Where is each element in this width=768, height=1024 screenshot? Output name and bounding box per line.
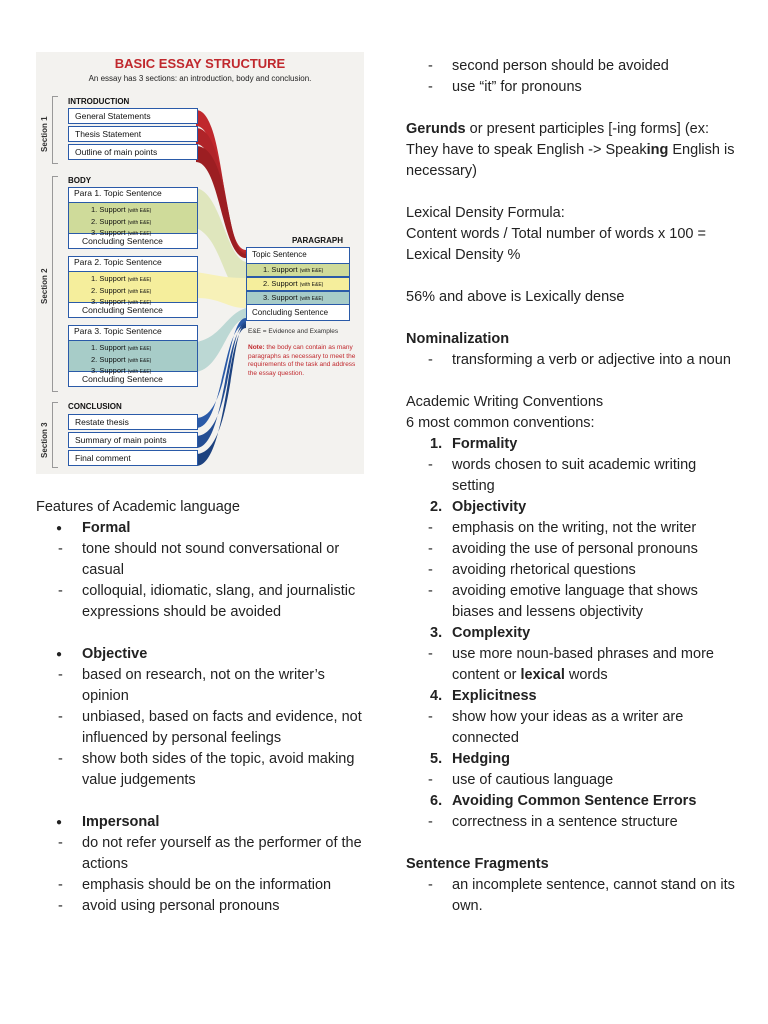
c3-pre: use more noun-based phrases and more content or (452, 646, 714, 683)
essay-structure-figure (36, 52, 364, 474)
left-column (36, 497, 366, 917)
convention-3: 3. Complexity (430, 625, 531, 641)
paragraph-support-1-label: 1. Support (263, 265, 298, 274)
support-2: 2. Support (91, 285, 126, 295)
convention-3-item-1 (406, 644, 736, 686)
paragraph-support-2-label: 2. Support (263, 279, 298, 288)
convention-1-item-1: - words chosen to suit academic writing setting (406, 455, 736, 497)
impersonal-item-1: - do not refer yourself as the performer of the actions (36, 833, 366, 875)
gerunds-paragraph (406, 119, 736, 182)
conclusion-heading: CONCLUSION (68, 402, 122, 411)
paragraph-concluding: Concluding Sentence (252, 308, 329, 317)
note-text: the body can contain as many paragraphs as necessary to meet the requirements of the task and address the essay question. (248, 344, 356, 377)
intro-thesis-statement: Thesis Statement (68, 126, 198, 142)
conventions-subtitle: 6 most common conventions: (406, 415, 595, 431)
support-3-ee: (with E&E) (127, 231, 152, 237)
gerunds-ing: ing (646, 142, 669, 158)
ee-legend: E&E = Evidence and Examples (248, 328, 339, 335)
gerunds-text: or present participles [-ing forms] (ex: They have to speak English -> Speak (406, 121, 709, 158)
section-2-bracket (52, 176, 58, 392)
conventions-title: Academic Writing Conventions (406, 394, 604, 410)
support-1-ee: (with E&E) (127, 208, 152, 214)
gerunds-end: English is necessary) (406, 142, 735, 179)
introduction-heading: INTRODUCTION (68, 97, 130, 106)
support-3: 3. Support (91, 297, 126, 306)
impersonal-item-3: - avoid using personal pronouns (36, 896, 366, 917)
convention-4: 4. Explicitness (430, 688, 537, 704)
top-item-1: - second person should be avoided (406, 56, 736, 77)
figure-note (248, 344, 360, 378)
c3-bold: lexical (520, 667, 565, 683)
gerunds-term: Gerunds (406, 121, 466, 137)
convention-6-item-1: - correctness in a sentence structure (406, 812, 736, 833)
support-3-ee: (with E&E) (127, 300, 152, 306)
note-label: Note: (248, 344, 265, 351)
support-3: 3. Support (91, 228, 126, 237)
convention-1: 1. Formality (430, 436, 518, 452)
convention-5-item-1: - use of cautious language (406, 770, 736, 791)
support-1-ee: (with E&E) (127, 346, 152, 352)
para-2-topic: Para 2. Topic Sentence (74, 257, 162, 267)
fragments-heading: Sentence Fragments (406, 856, 549, 872)
para-3-concluding: Concluding Sentence (82, 374, 163, 384)
lexical-title: Lexical Density Formula: (406, 205, 565, 221)
paragraph-support-2 (246, 277, 350, 291)
convention-5: 5. Hedging (430, 751, 510, 767)
paragraph-support-3 (246, 291, 350, 305)
fragments-item: - an incomplete sentence, cannot stand on its own. (406, 875, 736, 917)
convention-2-item-1: - emphasis on the writing, not the writer (406, 518, 736, 539)
nominalization-item: - transforming a verb or adjective into a noun (406, 350, 736, 371)
support-2-ee: (with E&E) (127, 357, 152, 364)
conclusion-summary: Summary of main points (68, 432, 198, 448)
body-heading: BODY (68, 176, 92, 185)
c3-post: words (564, 667, 608, 683)
objective-item-3: - show both sides of the topic, avoid making value judgements (36, 749, 366, 791)
lexical-dense: 56% and above is Lexically dense (406, 289, 625, 305)
intro-general-statements: General Statements (68, 108, 198, 124)
support-1: 1. Support (91, 343, 126, 352)
support-2: 2. Support (91, 354, 126, 364)
para-3-supports (68, 340, 198, 375)
convention-4-label: Explicitness (452, 688, 537, 704)
nominalization-heading: Nominalization (406, 331, 510, 347)
convention-5-label: Hedging (452, 751, 510, 767)
para-2-concluding: Concluding Sentence (82, 305, 163, 315)
top-item-2: - use “it” for pronouns (406, 77, 736, 98)
support-2: 2. Support (91, 216, 126, 226)
bullet-formal: ● Formal (36, 518, 366, 539)
paragraph-support-1 (246, 263, 350, 277)
paragraph-support-2-ee: (with E&E) (299, 282, 324, 288)
figure-subtitle: An essay has 3 sections: an introduction, body and conclusion. (88, 74, 312, 83)
convention-6: 6. Avoiding Common Sentence Errors (430, 793, 697, 809)
convention-3-label: Complexity (452, 625, 531, 641)
support-2-ee: (with E&E) (127, 219, 152, 226)
section-1-label: Section 1 (40, 116, 49, 152)
convention-1-label: Formality (452, 436, 518, 452)
bullet-impersonal: ● Impersonal (36, 812, 366, 833)
formal-item-1: - tone should not sound conversational or casual (36, 539, 366, 581)
convention-4-item-1: - show how your ideas as a writer are connected (406, 707, 736, 749)
bullet-objective: ● Objective (36, 644, 366, 665)
support-1: 1. Support (91, 205, 126, 214)
formal-item-2: - colloquial, idiomatic, slang, and journalistic expressions should be avoided (36, 581, 366, 623)
paragraph-support-1-ee: (with E&E) (299, 268, 324, 274)
features-heading: Features of Academic language (36, 499, 240, 515)
support-2-ee: (with E&E) (127, 288, 152, 295)
intro-outline: Outline of main points (68, 144, 198, 160)
section-2-label: Section 2 (40, 268, 49, 304)
section-3-bracket (52, 402, 58, 468)
convention-6-label: Avoiding Common Sentence Errors (452, 793, 697, 809)
section-1-bracket (52, 96, 58, 164)
paragraph-topic-sentence: Topic Sentence (252, 250, 307, 259)
para-1-concluding: Concluding Sentence (82, 236, 163, 246)
paragraph-support-3-label: 3. Support (263, 293, 298, 302)
para-3-topic: Para 3. Topic Sentence (74, 326, 162, 336)
para-1-supports (68, 202, 198, 237)
right-column (406, 56, 736, 917)
para-2-supports (68, 271, 198, 306)
convention-2-label: Objectivity (452, 499, 527, 515)
convention-2: 2. Objectivity (430, 499, 527, 515)
conclusion-final-comment: Final comment (68, 450, 198, 466)
paragraph-heading: PARAGRAPH (292, 236, 343, 245)
support-3-ee: (with E&E) (127, 369, 152, 375)
support-1: 1. Support (91, 274, 126, 283)
objective-item-1: - based on research, not on the writer’s opinion (36, 665, 366, 707)
impersonal-item-2: - emphasis should be on the information (36, 875, 366, 896)
conclusion-restate-thesis: Restate thesis (68, 414, 198, 430)
convention-2-item-4: - avoiding emotive language that shows biases and lessens objectivity (406, 581, 736, 623)
paragraph-support-3-ee: (with E&E) (299, 296, 324, 302)
convention-2-item-3: - avoiding rhetorical questions (406, 560, 736, 581)
convention-2-item-2: - avoiding the use of personal pronouns (406, 539, 736, 560)
lexical-formula: Content words / Total number of words x 100 = Lexical Density % (406, 226, 706, 263)
support-1-ee: (with E&E) (127, 277, 152, 283)
section-3-label: Section 3 (40, 422, 49, 458)
support-3: 3. Support (91, 366, 126, 375)
para-1-topic: Para 1. Topic Sentence (74, 188, 162, 198)
figure-title: BASIC ESSAY STRUCTURE (114, 56, 286, 71)
objective-item-2: - unbiased, based on facts and evidence, not influenced by personal feelings (36, 707, 366, 749)
ribbon-body-3 (196, 308, 246, 372)
